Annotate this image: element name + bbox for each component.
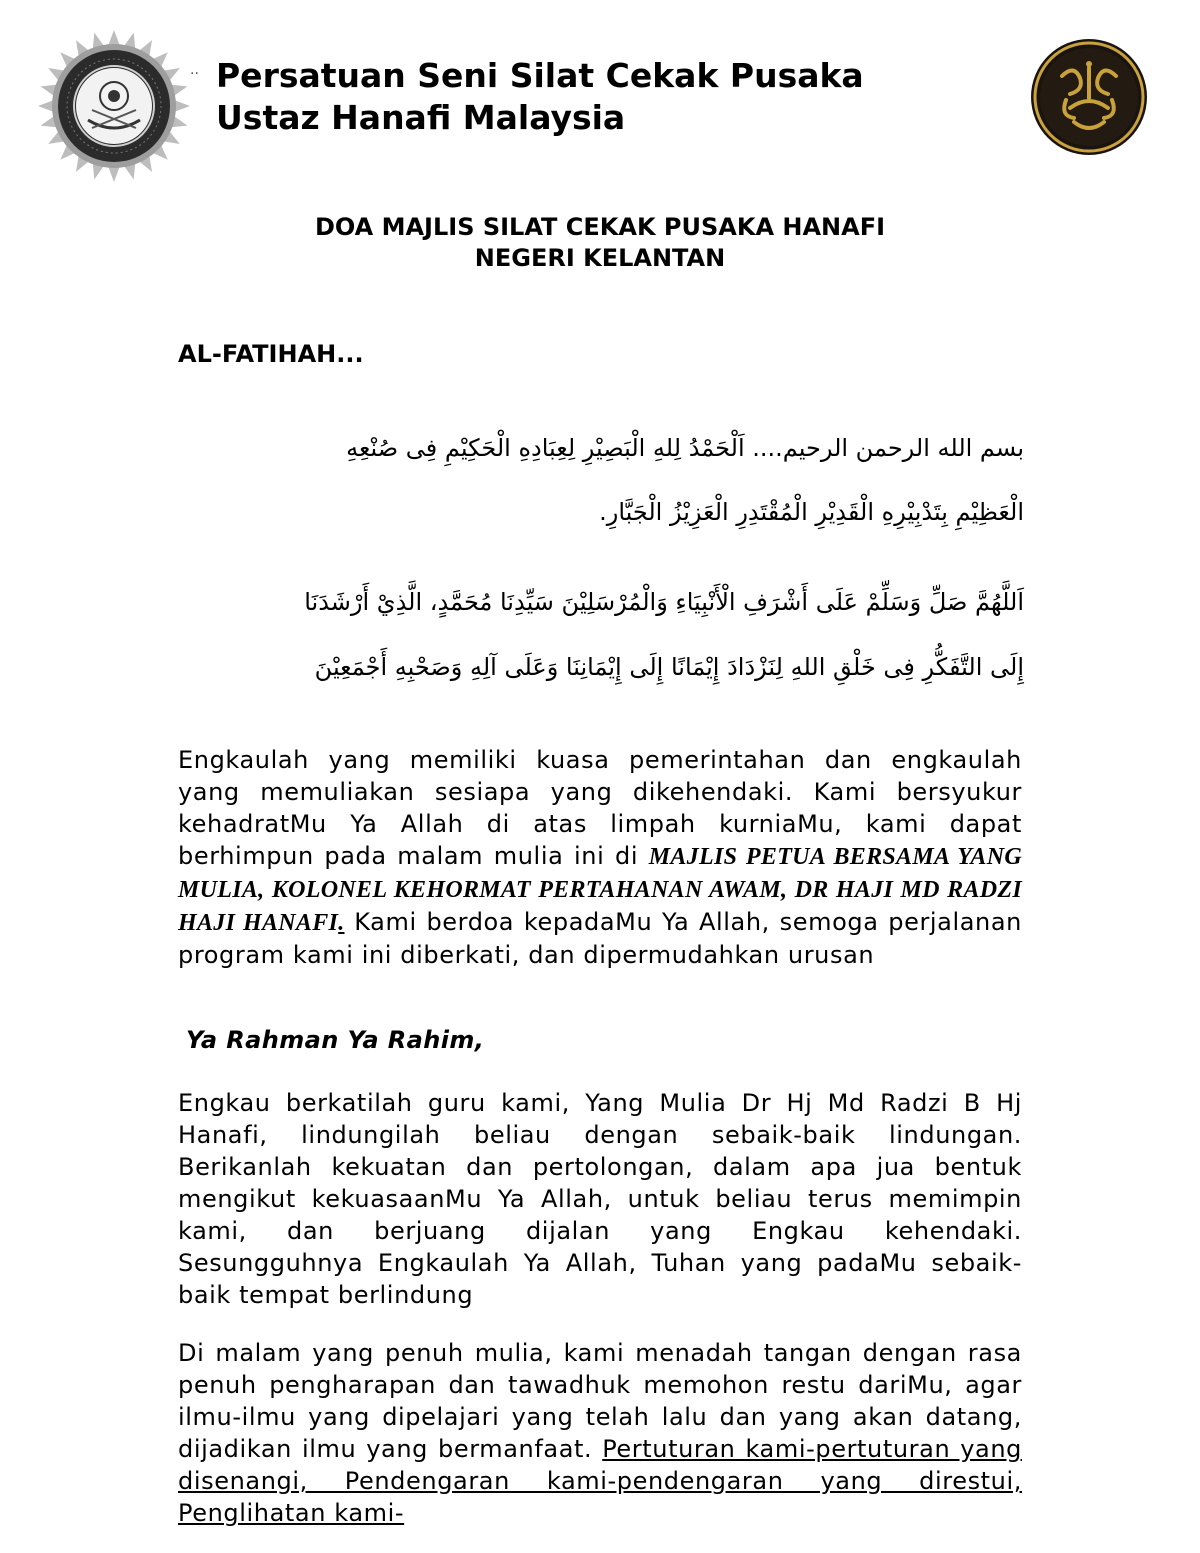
paragraph-1-text-b: Kami berdoa kepadaMu Ya Allah, semoga perjalanan program kami ini diberkati, dan dipermudahkan urusan [178, 908, 1022, 969]
association-seal-logo [36, 28, 192, 184]
arabic-line-4: إِلَى التَّفَكُّرِ فِى خَلْقِ اللهِ لِنَزْدَادَ إِيْمَانًا إِلَى إِيْمَانِنَا وَعَلَى آلِهِ وَصَحْبِهِ أَجْمَعِيْنَ [314, 653, 1024, 681]
invocation-heading: Ya Rahman Ya Rahim, [186, 1026, 485, 1054]
paragraph-1 [178, 744, 1022, 971]
paragraph-1-emphasis-end: . [338, 910, 345, 936]
arabic-line-3: اَللَّهُمَّ صَلِّ وَسَلِّمْ عَلَى أَشْرَفِ الْأَنْبِيَاءِ وَالْمُرْسَلِيْنَ سَيِّدِنَا مُحَمَّدٍ، الَّذِيْ أَرْشَدَنَا [304, 588, 1024, 616]
arabic-line-2: الْعَظِيْمِ بِتَدْبِيْرِهِ الْقَدِيْرِ الْمُقْتَدِرِ الْعَزِيْزُ الْجَبَّارِ. [599, 498, 1024, 526]
organization-name [216, 55, 864, 139]
header-leading-mark: ·· [190, 66, 199, 82]
paragraph-3 [178, 1337, 1022, 1529]
paragraph-1-text-a: Engkaulah yang memiliki kuasa pemerintahan dan engkaulah yang memuliakan sesiapa yang dikehendaki. Kami bersyukur kehadratMu Ya Allah di atas limpah kurniaMu, kami dapat berhimpun pada malam mulia ini di [178, 746, 1022, 870]
organization-name-line-1: Persatuan Seni Silat Cekak Pusaka [216, 56, 864, 95]
paragraph-1-emphasis: MAJLIS PETUA BERSAMA YANG MULIA, KOLONEL KEHORMAT PERTAHANAN AWAM, DR HAJI MD RADZI HAJI HANAFI [178, 844, 1022, 936]
organization-name-line-2: Ustaz Hanafi Malaysia [216, 98, 626, 137]
arabic-line-1: بسم الله الرحمن الرحيم.... اَلْحَمْدُ لِلهِ الْبَصِيْرِ لِعِبَادِهِ الْحَكِيْمِ فِى صُنْعِهِ [346, 434, 1024, 462]
paragraph-3-underlined: Pertuturan kami-pertuturan yang disenangi, Pendengaran kami-pendengaran yang direstui, Penglihatan kami- [178, 1435, 1022, 1527]
document-title-line-1: DOA MAJLIS SILAT CEKAK PUSAKA HANAFI [314, 213, 886, 241]
document-title [0, 212, 1200, 274]
paragraph-2: Engkau berkatilah guru kami, Yang Mulia Dr Hj Md Radzi B Hj Hanafi, lindungilah beliau dengan sebaik-baik lindungan. Berikanlah kekuatan dan pertolongan, dalam apa jua bentuk mengikut kekuasaanMu Ya Allah, untuk beliau terus memimpin kami, dan berjuang dijalan yang Engkau kehendaki. Sesungguhnya Engkaulah Ya Allah, Tuhan yang padaMu sebaik-baik tempat berlindung [178, 1089, 1022, 1309]
paragraph-3-text: Di malam yang penuh mulia, kami menadah tangan dengan rasa penuh pengharapan dan tawadhuk memohon restu dariMu, agar ilmu-ilmu yang dipelajari yang telah lalu dan yang akan datang, dijadikan ilmu yang bermanfaat. [178, 1339, 1022, 1463]
calligraphy-emblem-logo [1030, 38, 1148, 156]
section-heading: AL-FATIHAH... [178, 340, 364, 368]
document-title-line-2: NEGERI KELANTAN [474, 244, 726, 272]
